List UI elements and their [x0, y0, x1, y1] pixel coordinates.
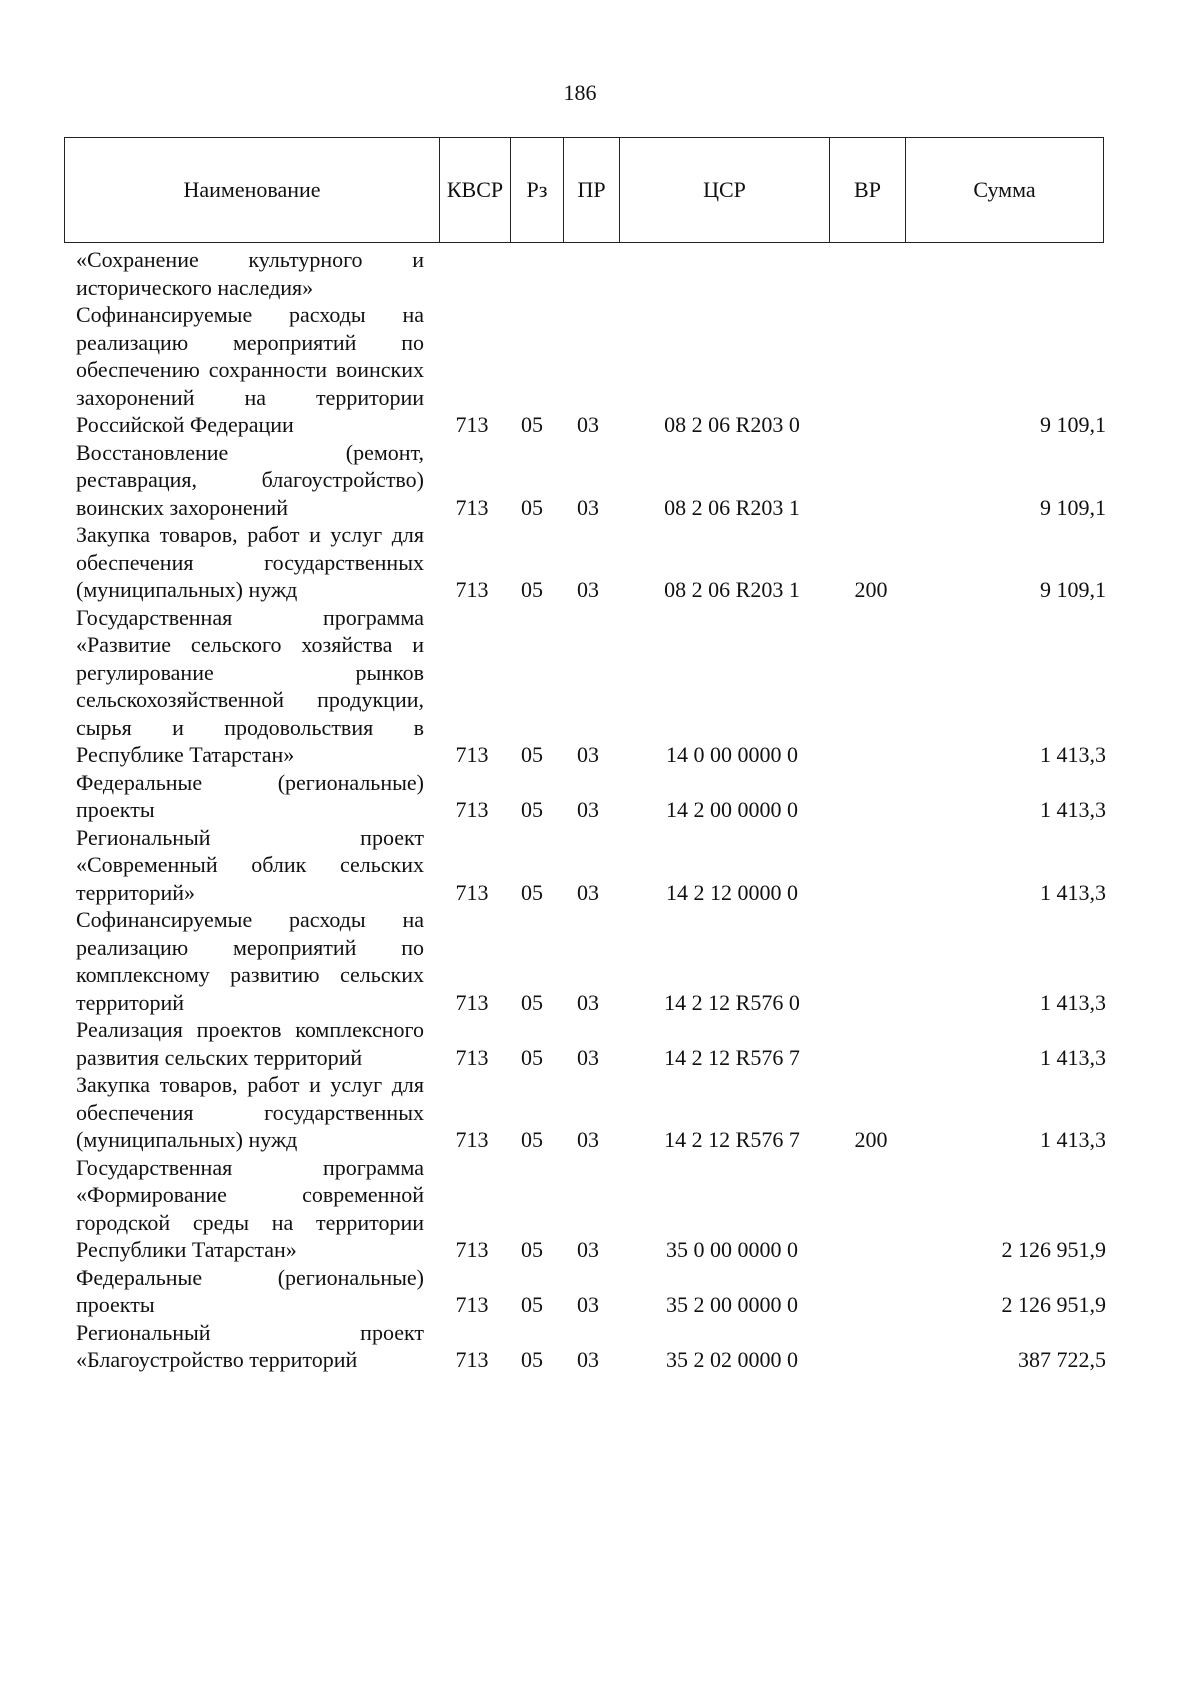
table-row [76, 824, 1116, 907]
row-name: «Сохранение культурного и исторического наследия» [76, 247, 424, 300]
row-kvsr: 713 [455, 1044, 489, 1070]
row-pr: 03 [577, 1347, 599, 1372]
header-pr: ПР [563, 138, 619, 242]
table-row [76, 1016, 1116, 1071]
row-sum: 1 413,3 [1040, 989, 1106, 1015]
row-csr: 08 2 06 R203 1 [664, 494, 800, 520]
row-name: Закупка товаров, работ и услуг для обеспечения государственных (муниципальных) нужд [76, 522, 424, 602]
table-header [64, 137, 1104, 243]
table-row [76, 1154, 1116, 1264]
row-sum: 1 413,3 [1040, 742, 1106, 767]
table-row [76, 1319, 1116, 1374]
row-name: Государственная программа «Развитие сельского хозяйства и регулирование рынков сельскохозяйственной продукции, сырья и продовольствия в Республике Татарстан» [76, 604, 424, 767]
row-sum: 1 413,3 [1040, 1044, 1106, 1070]
row-pr: 03 [577, 494, 599, 520]
row-rz: 05 [521, 494, 543, 520]
row-sum: 9 109,1 [1040, 577, 1106, 602]
row-csr: 08 2 06 R203 1 [664, 577, 800, 602]
table-row [76, 906, 1116, 1016]
row-rz: 05 [521, 797, 543, 822]
row-pr: 03 [577, 989, 599, 1015]
row-kvsr: 713 [455, 1347, 489, 1372]
row-rz: 05 [521, 989, 543, 1015]
row-rz: 05 [521, 1347, 543, 1372]
row-name: Государственная программа «Формирование современной городской среды на территории Республики Татарстан» [76, 1154, 424, 1262]
row-pr: 03 [577, 1044, 599, 1070]
row-pr: 03 [577, 1292, 599, 1317]
row-csr: 35 2 02 0000 0 [666, 1347, 798, 1372]
page-number: 186 [563, 80, 597, 105]
row-sum: 1 413,3 [1040, 797, 1106, 822]
row-sum: 9 109,1 [1040, 494, 1106, 520]
table-body [76, 246, 1116, 1374]
row-rz: 05 [521, 879, 543, 905]
row-rz: 05 [521, 1044, 543, 1070]
row-csr: 14 2 12 R576 7 [664, 1127, 800, 1152]
row-rz: 05 [521, 412, 543, 437]
row-kvsr: 713 [455, 577, 489, 602]
row-rz: 05 [521, 1237, 543, 1262]
table-row [76, 521, 1116, 604]
row-sum: 2 126 951,9 [1001, 1292, 1106, 1317]
table-row [76, 1071, 1116, 1154]
row-name: Региональный проект «Современный облик сельских территорий» [76, 824, 424, 905]
row-rz: 05 [521, 742, 543, 767]
row-name: Реализация проектов комплексного развития сельских территорий [76, 1017, 424, 1070]
row-pr: 03 [577, 1127, 599, 1152]
row-csr: 14 0 00 0000 0 [666, 742, 798, 767]
row-name: Закупка товаров, работ и услуг для обеспечения государственных (муниципальных) нужд [76, 1072, 424, 1152]
row-pr: 03 [577, 879, 599, 905]
row-name: Федеральные (региональные) проекты [76, 769, 424, 822]
row-csr: 14 2 12 R576 0 [664, 989, 800, 1015]
row-pr: 03 [577, 1237, 599, 1262]
header-kvsr: КВСР [439, 138, 510, 242]
row-kvsr: 713 [455, 879, 489, 905]
row-csr: 35 0 00 0000 0 [666, 1237, 798, 1262]
row-pr: 03 [577, 797, 599, 822]
row-sum: 387 722,5 [1018, 1347, 1106, 1372]
table-row [76, 246, 1116, 301]
row-kvsr: 713 [455, 989, 489, 1015]
row-rz: 05 [521, 1292, 543, 1317]
row-rz: 05 [521, 577, 543, 602]
row-name: Федеральные (региональные) проекты [76, 1264, 424, 1317]
row-kvsr: 713 [455, 1237, 489, 1262]
row-kvsr: 713 [455, 797, 489, 822]
row-kvsr: 713 [455, 412, 489, 437]
row-sum: 1 413,3 [1040, 879, 1106, 905]
header-csr: ЦСР [619, 138, 829, 242]
row-kvsr: 713 [455, 1292, 489, 1317]
row-csr: 14 2 00 0000 0 [666, 797, 798, 822]
row-vr: 200 [854, 577, 888, 602]
row-name: Региональный проект «Благоустройство территорий [76, 1319, 424, 1372]
row-kvsr: 713 [455, 742, 489, 767]
row-name: Восстановление (ремонт, реставрация, благоустройство) воинских захоронений [76, 439, 424, 520]
row-rz: 05 [521, 1127, 543, 1152]
table-row [76, 604, 1116, 769]
row-kvsr: 713 [455, 494, 489, 520]
table-row [76, 1264, 1116, 1319]
row-csr: 14 2 12 R576 7 [664, 1044, 800, 1070]
row-sum: 9 109,1 [1040, 412, 1106, 437]
row-pr: 03 [577, 742, 599, 767]
row-kvsr: 713 [455, 1127, 489, 1152]
table-row [76, 439, 1116, 522]
row-pr: 03 [577, 412, 599, 437]
row-sum: 1 413,3 [1040, 1127, 1106, 1152]
row-csr: 14 2 12 0000 0 [666, 879, 798, 905]
row-sum: 2 126 951,9 [1001, 1237, 1106, 1262]
header-name: Наименование [183, 177, 321, 202]
row-vr: 200 [854, 1127, 888, 1152]
header-vr: ВР [829, 138, 905, 242]
header-rz: Рз [510, 138, 563, 242]
row-csr: 35 2 00 0000 0 [666, 1292, 798, 1317]
row-csr: 08 2 06 R203 0 [664, 412, 800, 437]
header-sum: Сумма [905, 138, 1103, 242]
table-row [76, 301, 1116, 439]
row-pr: 03 [577, 577, 599, 602]
row-name: Софинансируемые расходы на реализацию мероприятий по комплексному развитию сельских территорий [76, 907, 424, 1015]
row-name: Софинансируемые расходы на реализацию мероприятий по обеспечению сохранности воинских захоронений на территории Российской Федерации [76, 302, 424, 437]
table-row [76, 769, 1116, 824]
